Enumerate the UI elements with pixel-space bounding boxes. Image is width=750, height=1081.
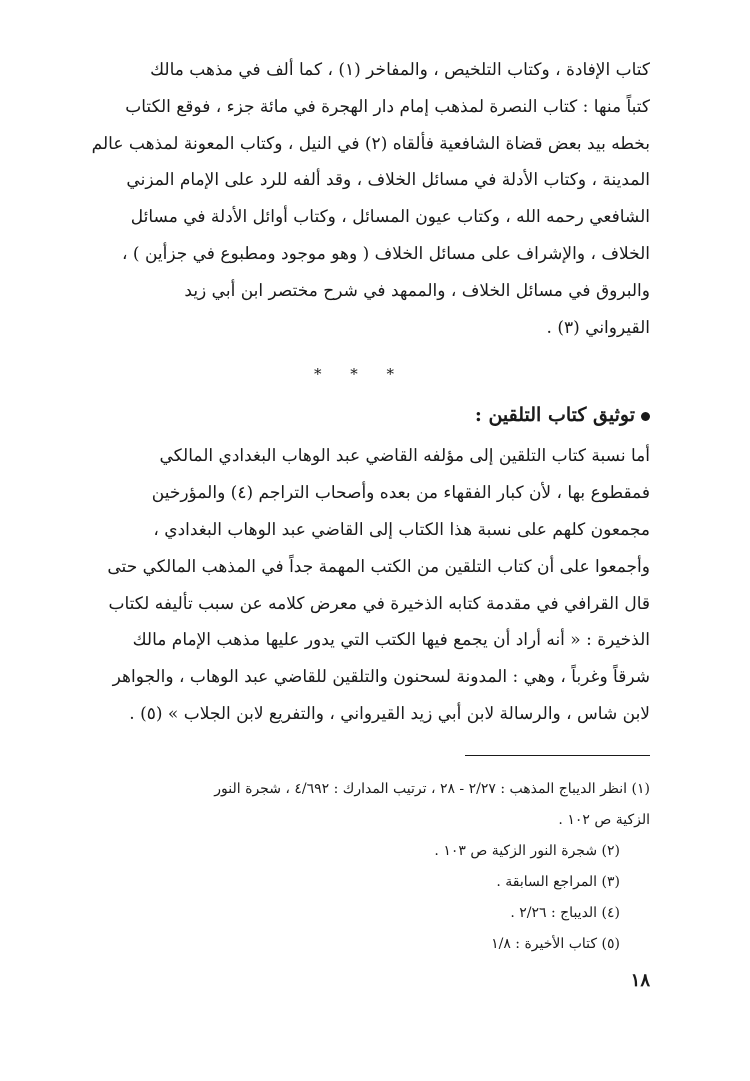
text-line: القيرواني (٣) .	[546, 317, 650, 338]
text-line: الخلاف ، والإشراف على مسائل الخلاف ( وهو موجود ومطبوع في جزأين ) ،	[122, 243, 650, 264]
separator-star: *	[313, 365, 322, 384]
separator-star: *	[386, 365, 395, 384]
footnote-continuation: الزكية ص ١٠٢ .	[558, 811, 650, 828]
text-line: أما نسبة كتاب التلقين إلى مؤلفه القاضي عبد الوهاب البغدادي المالكي	[159, 446, 650, 467]
footnote: (١) انظر الديباج المذهب : ٢/٢٧ - ٢٨ ، ترتيب المدارك : ٤/٦٩٢ ، شجرة النور	[214, 780, 650, 797]
bullet-icon	[641, 412, 650, 421]
book-page	[58, 52, 650, 960]
text-line: بخطه بيد بعض قضاة الشافعية فألقاه (٢) في النيل ، وكتاب المعونة لمذهب عالم	[91, 133, 650, 154]
separator-star: *	[350, 365, 358, 384]
paragraph-works	[58, 52, 650, 346]
text-line: مجمعون كلهم على نسبة هذا الكتاب إلى القاضي عبد الوهاب البغدادي ،	[153, 519, 650, 540]
footnote: (٢) شجرة النور الزكية ص ١٠٣ .	[434, 842, 620, 859]
footnote: (٥) كتاب الأخيرة : ١/٨	[491, 935, 620, 952]
footnote-divider	[465, 755, 650, 756]
section-heading	[58, 398, 650, 432]
footnotes	[58, 774, 650, 960]
text-line: فمقطوع بها ، لأن كبار الفقهاء من بعده وأصحاب التراجم (٤) والمؤرخين	[151, 483, 650, 504]
page-number: ١٨	[630, 970, 650, 991]
section-separator	[58, 354, 650, 394]
text-line: كتاب الإفادة ، وكتاب التلخيص ، والمفاخر (١) ، كما ألف في مذهب مالك	[150, 60, 650, 80]
text-line: قال القرافي في مقدمة كتابه الذخيرة في معرض كلامه عن سبب تأليفه لكتاب	[108, 593, 650, 614]
paragraph-attribution	[58, 438, 650, 732]
text-line: وأجمعوا على أن كتاب التلقين من الكتب المهمة جداً في المذهب المالكي حتى	[107, 556, 650, 577]
text-line: والبروق في مسائل الخلاف ، والممهد في شرح مختصر ابن أبي زيد	[184, 280, 650, 301]
footnote: (٤) الديباج : ٢/٢٦ .	[510, 904, 620, 921]
section-heading-text: توثيق كتاب التلقين :	[474, 404, 635, 427]
text-line: كتباً منها : كتاب النصرة لمذهب إمام دار الهجرة في مائة جزء ، فوقع الكتاب	[125, 96, 650, 117]
footnote: (٣) المراجع السابقة .	[496, 873, 620, 890]
text-line: لابن شاس ، والرسالة لابن أبي زيد القيرواني ، والتفريع لابن الجلاب » (٥) .	[129, 703, 650, 724]
text-line: شرقاً وغرباً ، وهي : المدونة لسحنون والتلقين للقاضي عبد الوهاب ، والجواهر	[112, 667, 650, 688]
text-line: المدينة ، وكتاب الأدلة في مسائل الخلاف ، وقد ألفه للرد على الإمام المزني	[126, 170, 650, 191]
text-line: الذخيرة : « أنه أراد أن يجمع فيها الكتب التي يدور عليها مذهب الإمام مالك	[132, 630, 650, 651]
text-line: الشافعي رحمه الله ، وكتاب عيون المسائل ، وكتاب أوائل الأدلة في مسائل	[130, 207, 650, 228]
